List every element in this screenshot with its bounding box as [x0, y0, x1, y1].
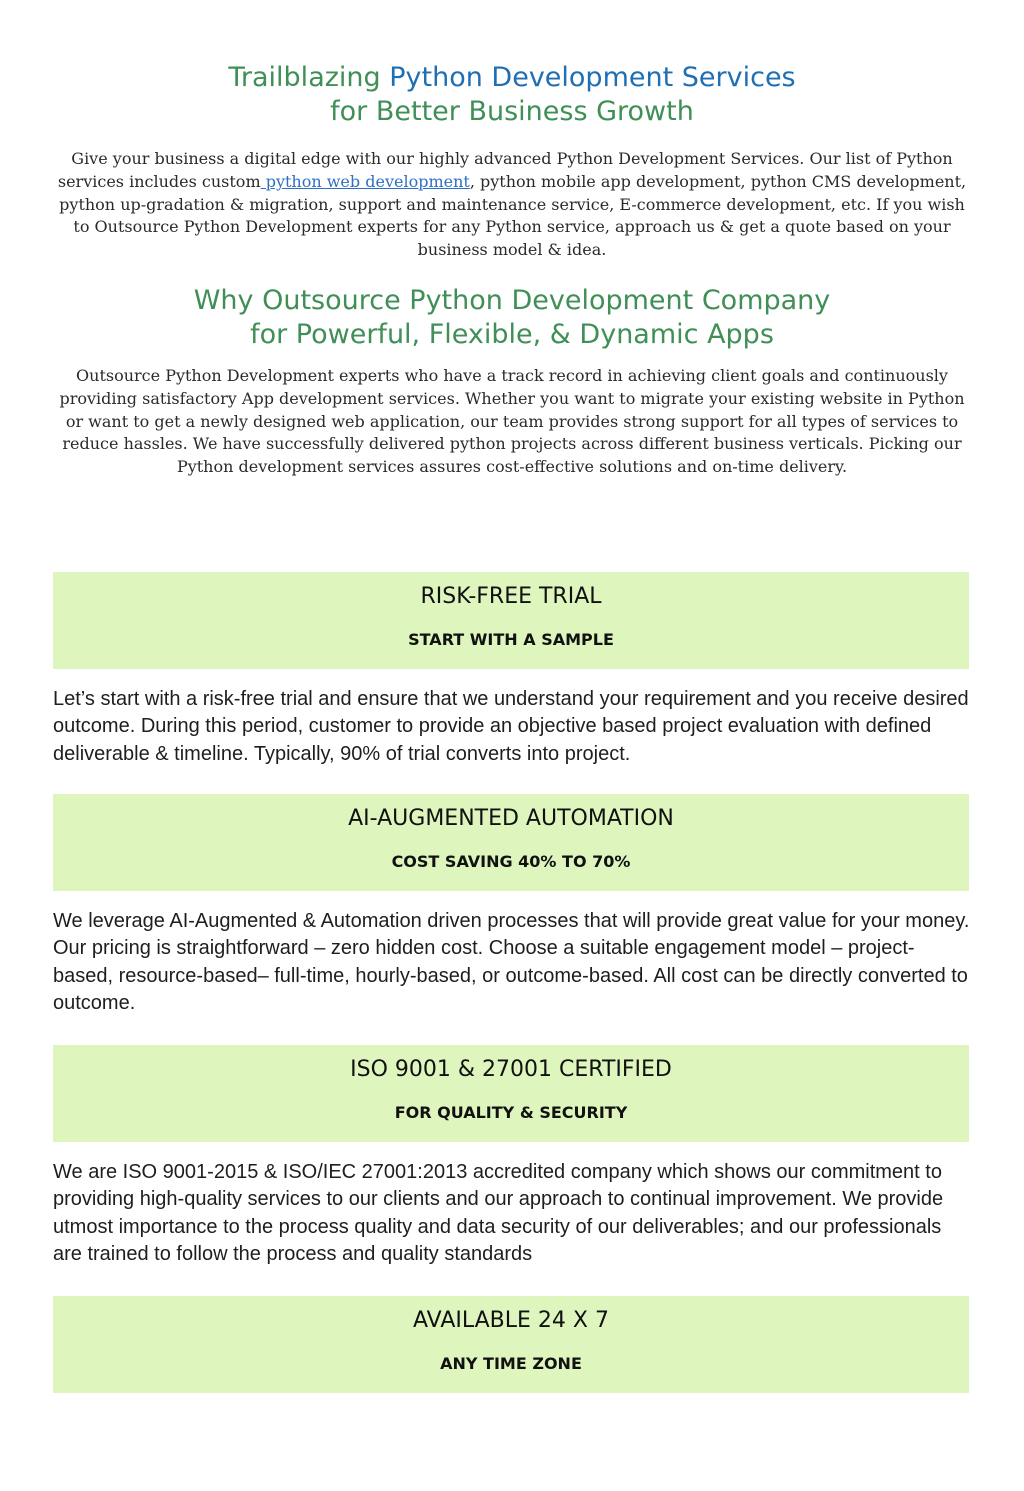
feature-title: AI-AUGMENTED AUTOMATION: [348, 806, 674, 831]
feature-band-available-24x7: [53, 1296, 969, 1393]
feature-body-ai-automation: We leverage AI-Augmented & Automation driven processes that will provide great value for your money. Our pricing is straightforward – zero hidden cost. Choose a suitable engagement model – project-based, resource-based– full-time, hourly-based, or outcome-based. All cost can be directly converted to outcome.: [53, 910, 970, 1014]
main-heading: [0, 61, 1024, 129]
main-heading-blue: Python Development Services: [389, 62, 796, 93]
intro-text-before-link: Give your business a digital edge with our highly advanced Python Development Services. Our list of Python services includes custom: [57, 149, 953, 191]
feature-band-ai-automation: [53, 794, 969, 891]
feature-body-iso-certified: We are ISO 9001-2015 & ISO/IEC 27001:2013 accredited company which shows our commitment to providing high-quality services to our clients and our approach to continual improvement. We provide utmost importance to the process quality and data security of our deliverables; and our professionals are trained to follow the process and quality standards: [53, 1161, 944, 1265]
feature-subtitle: ANY TIME ZONE: [440, 1354, 582, 1373]
feature-title: AVAILABLE 24 X 7: [413, 1308, 609, 1333]
intro-text-after-link: , python mobile app development, python CMS development, python up-gradation & migration, support and maintenance service, E-commerce development, etc. If you wish to Outsource Python Development experts for any Python service, approach us & get a quote based on your business model & idea.: [59, 171, 967, 260]
why-heading-line1: Why Outsource Python Development Company: [193, 285, 831, 316]
feature-band-risk-free-trial: [53, 572, 969, 669]
feature-subtitle: START WITH A SAMPLE: [408, 630, 614, 649]
feature-title: RISK-FREE TRIAL: [420, 584, 602, 609]
feature-title: ISO 9001 & 27001 CERTIFIED: [350, 1057, 672, 1082]
python-web-development-link[interactable]: python web development: [260, 171, 470, 191]
feature-subtitle: FOR QUALITY & SECURITY: [394, 1103, 628, 1122]
why-outsource-paragraph: Outsource Python Development experts who have a track record in achieving client goals and continuously providing satisfactory App development services. Whether you want to migrate your existing website in Python or want to get a newly designed web application, our team provides strong support for all types of services to reduce hassles. We have successfully delivered python projects across different business verticals. Picking our Python development services assures cost-effective solutions and on-time delivery.: [59, 366, 965, 477]
intro-paragraph: [52, 148, 972, 262]
main-heading-green: Trailblazing: [228, 62, 390, 93]
feature-band-iso-certified: [53, 1045, 969, 1142]
feature-subtitle: COST SAVING 40% TO 70%: [391, 852, 631, 871]
why-outsource-heading: [0, 284, 1024, 352]
why-heading-line2: for Powerful, Flexible, & Dynamic Apps: [250, 319, 774, 350]
main-heading-line2: for Better Business Growth: [330, 96, 694, 127]
feature-body-risk-free-trial: Let’s start with a risk-free trial and ensure that we understand your requirement and you receive desired outcome. During this period, customer to provide an objective based project evaluation with defined deliverable & timeline. Typically, 90% of trial converts into project.: [53, 688, 969, 765]
